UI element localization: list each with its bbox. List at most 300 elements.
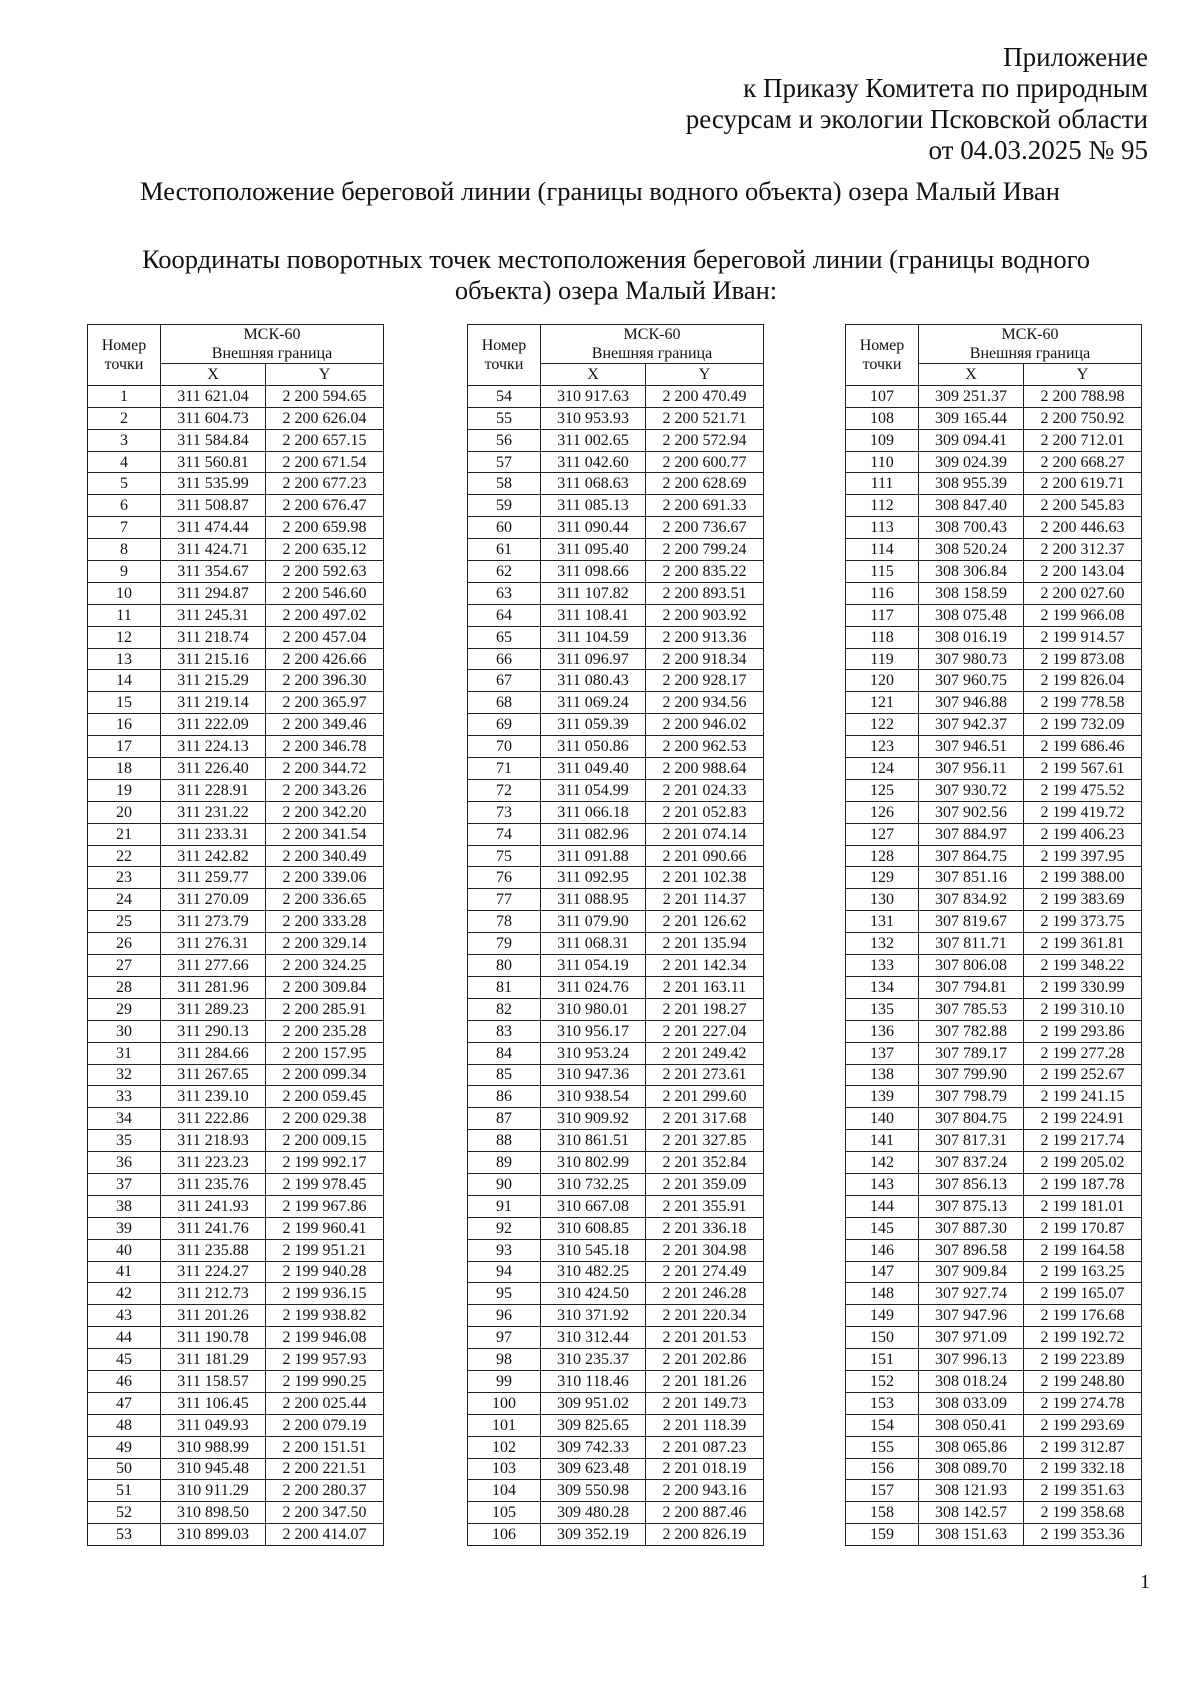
y-coordinate-cell: 2 201 142.34 (646, 955, 764, 977)
y-coordinate-cell: 2 200 009.15 (266, 1130, 384, 1152)
point-number-cell: 156 (846, 1458, 919, 1480)
point-number-cell: 159 (846, 1524, 919, 1546)
committee-name-line: ресурсам и экологии Псковской области (685, 104, 1148, 134)
y-coordinate-cell: 2 199 383.69 (1024, 889, 1142, 911)
x-coordinate-cell: 311 233.31 (161, 823, 266, 845)
point-number-cell: 19 (88, 779, 161, 801)
table-row (88, 692, 384, 714)
table-row (846, 1305, 1142, 1327)
point-number-cell: 40 (88, 1239, 161, 1261)
coordinate-system-header (919, 325, 1142, 364)
x-coordinate-cell: 311 241.93 (161, 1195, 266, 1217)
point-number-cell: 111 (846, 473, 919, 495)
point-number-cell: 95 (468, 1283, 541, 1305)
table-row (846, 998, 1142, 1020)
y-coordinate-cell: 2 200 336.65 (266, 889, 384, 911)
y-coordinate-cell: 2 199 936.15 (266, 1283, 384, 1305)
x-coordinate-cell: 308 847.40 (919, 495, 1024, 517)
y-coordinate-cell: 2 200 497.02 (266, 604, 384, 626)
table-row (846, 561, 1142, 583)
y-coordinate-cell: 2 201 273.61 (646, 1064, 764, 1086)
point-number-cell: 144 (846, 1195, 919, 1217)
x-coordinate-cell: 307 946.51 (919, 736, 1024, 758)
x-coordinate-cell: 307 930.72 (919, 779, 1024, 801)
table-row (846, 1195, 1142, 1217)
x-coordinate-cell: 311 054.19 (541, 955, 646, 977)
table-row (88, 714, 384, 736)
table-row (468, 736, 764, 758)
table-header (846, 325, 1142, 386)
y-coordinate-cell: 2 200 340.49 (266, 845, 384, 867)
y-coordinate-cell: 2 199 966.08 (1024, 604, 1142, 626)
table-row (846, 1327, 1142, 1349)
x-coordinate-cell: 311 239.10 (161, 1086, 266, 1108)
x-coordinate-cell: 307 887.30 (919, 1217, 1024, 1239)
table-row (88, 1524, 384, 1546)
table-row (468, 1261, 764, 1283)
y-coordinate-cell: 2 199 163.25 (1024, 1261, 1142, 1283)
table-row (468, 473, 764, 495)
y-coordinate-cell: 2 200 635.12 (266, 539, 384, 561)
x-coordinate-cell: 311 218.93 (161, 1130, 266, 1152)
table-row (468, 1414, 764, 1436)
point-number-cell: 126 (846, 801, 919, 823)
table-row (846, 1086, 1142, 1108)
y-coordinate-cell: 2 199 274.78 (1024, 1392, 1142, 1414)
point-number-cell: 70 (468, 736, 541, 758)
x-coordinate-cell: 310 861.51 (541, 1130, 646, 1152)
table-row (88, 976, 384, 998)
y-coordinate-cell: 2 201 052.83 (646, 801, 764, 823)
point-number-cell: 77 (468, 889, 541, 911)
x-coordinate-cell: 308 142.57 (919, 1502, 1024, 1524)
point-number-cell: 65 (468, 626, 541, 648)
y-coordinate-cell: 2 199 960.41 (266, 1217, 384, 1239)
x-coordinate-cell: 310 898.50 (161, 1502, 266, 1524)
point-number-cell: 20 (88, 801, 161, 823)
y-coordinate-cell: 2 200 934.56 (646, 692, 764, 714)
point-number-cell: 38 (88, 1195, 161, 1217)
point-number-header-line1: Номер (101, 336, 147, 354)
y-coordinate-cell: 2 199 361.81 (1024, 933, 1142, 955)
point-number-cell: 114 (846, 539, 919, 561)
x-coordinate-cell: 307 946.88 (919, 692, 1024, 714)
table-row (468, 1370, 764, 1392)
order-date-number: от 04.03.2025 № 95 (928, 135, 1148, 165)
x-coordinate-cell: 307 782.88 (919, 1020, 1024, 1042)
table-row (88, 867, 384, 889)
point-number-cell: 103 (468, 1458, 541, 1480)
y-coordinate-cell: 2 200 333.28 (266, 911, 384, 933)
x-coordinate-cell: 311 201.26 (161, 1305, 266, 1327)
y-coordinate-cell: 2 199 252.67 (1024, 1064, 1142, 1086)
y-coordinate-cell: 2 199 293.69 (1024, 1414, 1142, 1436)
table-row (468, 582, 764, 604)
x-coordinate-cell: 311 068.31 (541, 933, 646, 955)
x-coordinate-cell: 311 474.44 (161, 517, 266, 539)
x-coordinate-cell: 311 277.66 (161, 955, 266, 977)
point-number-cell: 34 (88, 1108, 161, 1130)
table-row (88, 407, 384, 429)
x-coordinate-cell: 311 069.24 (541, 692, 646, 714)
y-coordinate-cell: 2 200 943.16 (646, 1480, 764, 1502)
table-row (88, 495, 384, 517)
table-row (88, 1502, 384, 1524)
y-coordinate-cell: 2 199 293.86 (1024, 1020, 1142, 1042)
table-row (846, 1020, 1142, 1042)
y-coordinate-cell: 2 200 339.06 (266, 867, 384, 889)
table-row (88, 648, 384, 670)
y-coordinate-cell: 2 200 059.45 (266, 1086, 384, 1108)
point-number-cell: 136 (846, 1020, 919, 1042)
x-coordinate-cell: 310 938.54 (541, 1086, 646, 1108)
table-row (88, 473, 384, 495)
point-number-cell: 35 (88, 1130, 161, 1152)
x-coordinate-cell: 310 545.18 (541, 1239, 646, 1261)
point-number-cell: 55 (468, 407, 541, 429)
table-row (88, 1327, 384, 1349)
point-number-cell: 157 (846, 1480, 919, 1502)
table-row (88, 1436, 384, 1458)
y-coordinate-cell: 2 199 990.25 (266, 1370, 384, 1392)
x-coordinate-cell: 307 884.97 (919, 823, 1024, 845)
point-number-cell: 96 (468, 1305, 541, 1327)
table-row (88, 1130, 384, 1152)
y-column-header: Y (1024, 364, 1142, 386)
y-coordinate-cell: 2 199 241.15 (1024, 1086, 1142, 1108)
y-coordinate-cell: 2 200 626.04 (266, 407, 384, 429)
point-number-cell: 152 (846, 1370, 919, 1392)
point-number-cell: 89 (468, 1152, 541, 1174)
x-coordinate-cell: 307 837.24 (919, 1152, 1024, 1174)
table-row (88, 1064, 384, 1086)
x-coordinate-cell: 311 241.76 (161, 1217, 266, 1239)
x-column-header: X (541, 364, 646, 386)
point-number-cell: 155 (846, 1436, 919, 1458)
x-coordinate-cell: 310 980.01 (541, 998, 646, 1020)
table-row (88, 561, 384, 583)
x-coordinate-cell: 308 158.59 (919, 582, 1024, 604)
x-column-header: X (919, 364, 1024, 386)
table-row (846, 933, 1142, 955)
y-coordinate-cell: 2 201 274.49 (646, 1261, 764, 1283)
point-number-cell: 56 (468, 429, 541, 451)
table-header (468, 325, 764, 386)
x-coordinate-cell: 310 118.46 (541, 1370, 646, 1392)
x-coordinate-cell: 307 864.75 (919, 845, 1024, 867)
x-coordinate-cell: 307 875.13 (919, 1195, 1024, 1217)
x-coordinate-cell: 307 942.37 (919, 714, 1024, 736)
table-row (88, 1152, 384, 1174)
coordinate-system-header (541, 325, 764, 364)
x-coordinate-cell: 311 049.93 (161, 1414, 266, 1436)
page-number: 1 (1140, 1571, 1150, 1593)
table-row (468, 1349, 764, 1371)
y-coordinate-cell: 2 200 235.28 (266, 1020, 384, 1042)
x-coordinate-cell: 308 955.39 (919, 473, 1024, 495)
y-coordinate-cell: 2 201 024.33 (646, 779, 764, 801)
point-number-cell: 22 (88, 845, 161, 867)
point-number-cell: 142 (846, 1152, 919, 1174)
point-number-cell: 63 (468, 582, 541, 604)
table-row (88, 955, 384, 977)
table-row (468, 1305, 764, 1327)
point-number-cell: 21 (88, 823, 161, 845)
x-coordinate-cell: 311 024.76 (541, 976, 646, 998)
x-coordinate-cell: 310 235.37 (541, 1349, 646, 1371)
y-coordinate-cell: 2 201 227.04 (646, 1020, 764, 1042)
table-row (88, 1283, 384, 1305)
table-row (846, 1524, 1142, 1546)
y-coordinate-cell: 2 199 176.68 (1024, 1305, 1142, 1327)
x-coordinate-cell: 311 621.04 (161, 385, 266, 407)
x-coordinate-cell: 309 951.02 (541, 1392, 646, 1414)
x-coordinate-cell: 311 080.43 (541, 670, 646, 692)
y-coordinate-cell: 2 200 309.84 (266, 976, 384, 998)
x-coordinate-cell: 311 235.76 (161, 1173, 266, 1195)
x-coordinate-cell: 310 371.92 (541, 1305, 646, 1327)
x-coordinate-cell: 307 811.71 (919, 933, 1024, 955)
y-coordinate-cell: 2 200 668.27 (1024, 451, 1142, 473)
y-coordinate-cell: 2 200 946.02 (646, 714, 764, 736)
x-coordinate-cell: 311 290.13 (161, 1020, 266, 1042)
x-coordinate-cell: 311 050.86 (541, 736, 646, 758)
table-row (88, 801, 384, 823)
table-row (468, 714, 764, 736)
table-row (846, 1502, 1142, 1524)
x-coordinate-cell: 311 059.39 (541, 714, 646, 736)
point-number-cell: 39 (88, 1217, 161, 1239)
x-coordinate-cell: 308 121.93 (919, 1480, 1024, 1502)
table-row (846, 1130, 1142, 1152)
point-number-cell: 36 (88, 1152, 161, 1174)
table-row (846, 845, 1142, 867)
table-row (88, 1042, 384, 1064)
x-coordinate-cell: 311 231.22 (161, 801, 266, 823)
table-row (468, 561, 764, 583)
x-coordinate-cell: 310 482.25 (541, 1261, 646, 1283)
x-coordinate-cell: 307 960.75 (919, 670, 1024, 692)
y-coordinate-cell: 2 201 198.27 (646, 998, 764, 1020)
table-row (468, 1217, 764, 1239)
point-number-cell: 75 (468, 845, 541, 867)
document-title: Местоположение береговой линии (границы водного объекта) озера Малый Иван (139, 176, 1060, 206)
table-row (846, 385, 1142, 407)
point-number-cell: 57 (468, 451, 541, 473)
table-row (468, 1480, 764, 1502)
y-coordinate-cell: 2 199 332.18 (1024, 1458, 1142, 1480)
point-number-cell: 67 (468, 670, 541, 692)
y-coordinate-cell: 2 200 600.77 (646, 451, 764, 473)
y-coordinate-cell: 2 200 414.07 (266, 1524, 384, 1546)
point-number-cell: 106 (468, 1524, 541, 1546)
table-row (846, 1173, 1142, 1195)
x-coordinate-cell: 310 909.92 (541, 1108, 646, 1130)
x-coordinate-cell: 307 804.75 (919, 1108, 1024, 1130)
y-coordinate-cell: 2 201 336.18 (646, 1217, 764, 1239)
y-coordinate-cell: 2 200 572.94 (646, 429, 764, 451)
table-row (468, 779, 764, 801)
table-row (88, 1173, 384, 1195)
y-coordinate-cell: 2 201 135.94 (646, 933, 764, 955)
y-coordinate-cell: 2 200 151.51 (266, 1436, 384, 1458)
y-coordinate-cell: 2 200 628.69 (646, 473, 764, 495)
x-coordinate-cell: 311 354.67 (161, 561, 266, 583)
x-column-header: X (161, 364, 266, 386)
point-number-cell: 148 (846, 1283, 919, 1305)
table-row (468, 1086, 764, 1108)
y-coordinate-cell: 2 200 324.25 (266, 955, 384, 977)
table-row (468, 1173, 764, 1195)
table-row (846, 1152, 1142, 1174)
table-row (846, 758, 1142, 780)
table-row (468, 933, 764, 955)
y-coordinate-cell: 2 200 962.53 (646, 736, 764, 758)
y-coordinate-cell: 2 199 419.72 (1024, 801, 1142, 823)
table-row (88, 626, 384, 648)
point-number-cell: 104 (468, 1480, 541, 1502)
y-coordinate-cell: 2 200 457.04 (266, 626, 384, 648)
y-coordinate-cell: 2 200 799.24 (646, 539, 764, 561)
point-number-cell: 79 (468, 933, 541, 955)
y-coordinate-cell: 2 200 426.66 (266, 648, 384, 670)
x-coordinate-cell: 311 054.99 (541, 779, 646, 801)
x-coordinate-cell: 310 953.24 (541, 1042, 646, 1064)
y-coordinate-cell: 2 199 248.80 (1024, 1370, 1142, 1392)
y-coordinate-cell: 2 200 347.50 (266, 1502, 384, 1524)
point-number-cell: 110 (846, 451, 919, 473)
point-number-cell: 92 (468, 1217, 541, 1239)
table-row (846, 1414, 1142, 1436)
y-column-header: Y (266, 364, 384, 386)
y-coordinate-cell: 2 200 099.34 (266, 1064, 384, 1086)
x-coordinate-cell: 309 165.44 (919, 407, 1024, 429)
y-coordinate-cell: 2 199 873.08 (1024, 648, 1142, 670)
y-coordinate-cell: 2 201 074.14 (646, 823, 764, 845)
table-row (846, 1261, 1142, 1283)
y-coordinate-cell: 2 200 143.04 (1024, 561, 1142, 583)
point-number-cell: 93 (468, 1239, 541, 1261)
table-row (88, 1261, 384, 1283)
x-coordinate-cell: 310 988.99 (161, 1436, 266, 1458)
table-row (846, 1239, 1142, 1261)
x-coordinate-cell: 310 917.63 (541, 385, 646, 407)
point-number-cell: 102 (468, 1436, 541, 1458)
x-coordinate-cell: 307 785.53 (919, 998, 1024, 1020)
x-coordinate-cell: 307 980.73 (919, 648, 1024, 670)
point-number-cell: 52 (88, 1502, 161, 1524)
y-coordinate-cell: 2 200 157.95 (266, 1042, 384, 1064)
table-row (468, 692, 764, 714)
point-number-cell: 33 (88, 1086, 161, 1108)
table-row (468, 889, 764, 911)
x-coordinate-cell: 311 098.66 (541, 561, 646, 583)
point-number-cell: 100 (468, 1392, 541, 1414)
point-number-cell: 120 (846, 670, 919, 692)
x-coordinate-cell: 307 817.31 (919, 1130, 1024, 1152)
table-row (846, 1349, 1142, 1371)
point-number-cell: 28 (88, 976, 161, 998)
coordinate-system-label: МСК-60 (243, 326, 301, 343)
y-coordinate-cell: 2 201 359.09 (646, 1173, 764, 1195)
table-row (846, 1042, 1142, 1064)
table-row (846, 517, 1142, 539)
x-coordinate-cell: 307 856.13 (919, 1173, 1024, 1195)
x-coordinate-cell: 311 066.18 (541, 801, 646, 823)
point-number-cell: 94 (468, 1261, 541, 1283)
x-coordinate-cell: 311 270.09 (161, 889, 266, 911)
point-number-cell: 99 (468, 1370, 541, 1392)
x-coordinate-cell: 311 082.96 (541, 823, 646, 845)
x-coordinate-cell: 310 953.93 (541, 407, 646, 429)
y-coordinate-cell: 2 200 521.71 (646, 407, 764, 429)
y-coordinate-cell: 2 201 181.26 (646, 1370, 764, 1392)
point-number-cell: 140 (846, 1108, 919, 1130)
point-number-cell: 145 (846, 1217, 919, 1239)
table-row (846, 692, 1142, 714)
table-caption-line2: объекта) озера Малый Иван: (454, 275, 778, 305)
point-number-cell: 149 (846, 1305, 919, 1327)
y-coordinate-cell: 2 200 329.14 (266, 933, 384, 955)
point-number-cell: 119 (846, 648, 919, 670)
y-coordinate-cell: 2 199 978.45 (266, 1173, 384, 1195)
point-number-cell: 132 (846, 933, 919, 955)
point-number-cell: 51 (88, 1480, 161, 1502)
point-number-cell: 124 (846, 758, 919, 780)
table-row (468, 976, 764, 998)
y-coordinate-cell: 2 199 358.68 (1024, 1502, 1142, 1524)
x-coordinate-cell: 309 550.98 (541, 1480, 646, 1502)
point-number-cell: 61 (468, 539, 541, 561)
point-number-cell: 30 (88, 1020, 161, 1042)
point-number-header-line2: точки (484, 355, 524, 373)
x-coordinate-cell: 310 899.03 (161, 1524, 266, 1546)
table-row (468, 801, 764, 823)
point-number-cell: 105 (468, 1502, 541, 1524)
y-column-header: Y (646, 364, 764, 386)
table-row (88, 1195, 384, 1217)
x-coordinate-cell: 308 016.19 (919, 626, 1024, 648)
y-coordinate-cell: 2 200 027.60 (1024, 582, 1142, 604)
point-number-cell: 27 (88, 955, 161, 977)
point-number-cell: 109 (846, 429, 919, 451)
point-number-cell: 134 (846, 976, 919, 998)
x-coordinate-cell: 310 424.50 (541, 1283, 646, 1305)
table-row (468, 1064, 764, 1086)
table-row (468, 1392, 764, 1414)
table-row (468, 385, 764, 407)
y-coordinate-cell: 2 199 217.74 (1024, 1130, 1142, 1152)
x-coordinate-cell: 311 108.41 (541, 604, 646, 626)
y-coordinate-cell: 2 199 224.91 (1024, 1108, 1142, 1130)
point-number-cell: 72 (468, 779, 541, 801)
table-row (468, 626, 764, 648)
x-coordinate-cell: 311 222.86 (161, 1108, 266, 1130)
point-number-cell: 43 (88, 1305, 161, 1327)
point-number-cell: 69 (468, 714, 541, 736)
x-coordinate-cell: 311 218.74 (161, 626, 266, 648)
table-row (846, 604, 1142, 626)
x-coordinate-cell: 308 033.09 (919, 1392, 1024, 1414)
point-number-cell: 127 (846, 823, 919, 845)
y-coordinate-cell: 2 200 365.97 (266, 692, 384, 714)
x-coordinate-cell: 307 996.13 (919, 1349, 1024, 1371)
point-number-cell: 44 (88, 1327, 161, 1349)
y-coordinate-cell: 2 199 475.52 (1024, 779, 1142, 801)
point-number-cell: 121 (846, 692, 919, 714)
y-coordinate-cell: 2 199 826.04 (1024, 670, 1142, 692)
table-row (88, 823, 384, 845)
